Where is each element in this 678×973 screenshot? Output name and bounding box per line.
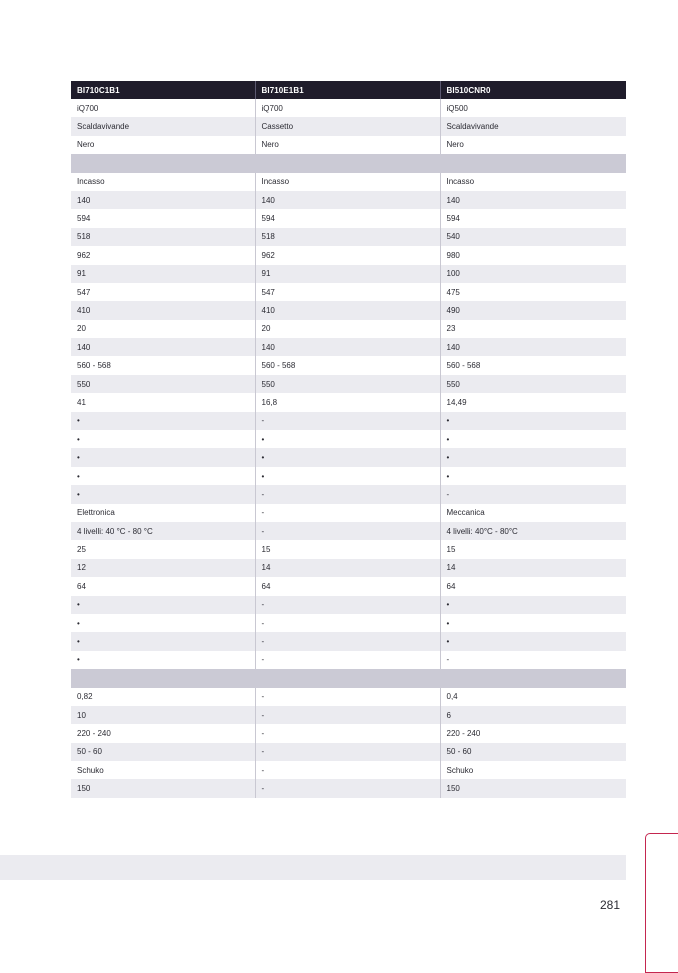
- table-row: [71, 559, 626, 577]
- table-row: [71, 540, 626, 558]
- table-row: [71, 338, 626, 356]
- table-cell: 100: [440, 265, 626, 283]
- footer-band: [0, 855, 626, 880]
- table-row: [71, 393, 626, 411]
- table-cell: 15: [255, 540, 440, 558]
- table-cell: 410: [255, 301, 440, 319]
- table-cell: 4 livelli: 40 °C - 80 °C: [71, 522, 255, 540]
- table-cell: •: [71, 448, 255, 466]
- table-cell: 0,82: [71, 688, 255, 706]
- table-cell: 91: [71, 265, 255, 283]
- table-cell: Incasso: [255, 173, 440, 191]
- column-header: BI510CNR0: [440, 81, 626, 99]
- table-cell: 547: [71, 283, 255, 301]
- page-number: 281: [599, 898, 620, 912]
- table-cell: •: [255, 430, 440, 448]
- table-cell: 150: [71, 779, 255, 797]
- table-cell: 0,4: [440, 688, 626, 706]
- table-row: [71, 209, 626, 227]
- table-cell: 140: [71, 338, 255, 356]
- table-row: [71, 761, 626, 779]
- table-cell: 6: [440, 706, 626, 724]
- table-cell: Cassetto: [255, 117, 440, 135]
- table-cell: -: [255, 724, 440, 742]
- table-row: [71, 632, 626, 650]
- table-cell: •: [71, 412, 255, 430]
- column-header: BI710E1B1: [255, 81, 440, 99]
- table-cell: 560 - 568: [255, 356, 440, 374]
- table-row: [71, 688, 626, 706]
- table-cell: 41: [71, 393, 255, 411]
- table-cell: 64: [255, 577, 440, 595]
- table-cell: iQ700: [255, 99, 440, 117]
- table-cell: 980: [440, 246, 626, 264]
- table-row: [71, 430, 626, 448]
- table-cell: •: [440, 448, 626, 466]
- section-divider-row: [71, 154, 626, 172]
- table-cell: 140: [255, 191, 440, 209]
- table-cell: •: [71, 614, 255, 632]
- table-cell: Nero: [71, 136, 255, 154]
- table-cell: 140: [440, 191, 626, 209]
- table-cell: -: [255, 504, 440, 522]
- table-cell: Scaldavivande: [71, 117, 255, 135]
- table-row: [71, 283, 626, 301]
- table-row: [71, 448, 626, 466]
- table-cell: 518: [255, 228, 440, 246]
- table-cell: -: [255, 706, 440, 724]
- table-cell: •: [440, 467, 626, 485]
- column-header: BI710C1B1: [71, 81, 255, 99]
- table-cell: 14,49: [440, 393, 626, 411]
- table-cell: •: [71, 632, 255, 650]
- table-cell: 91: [255, 265, 440, 283]
- table-cell: Nero: [440, 136, 626, 154]
- table-cell: Schuko: [71, 761, 255, 779]
- table-cell: 20: [71, 320, 255, 338]
- table-cell: -: [440, 651, 626, 669]
- table-cell: Nero: [255, 136, 440, 154]
- table-cell: Schuko: [440, 761, 626, 779]
- table-cell: 14: [440, 559, 626, 577]
- table-row: [71, 301, 626, 319]
- table-cell: -: [255, 596, 440, 614]
- table-cell: •: [255, 448, 440, 466]
- page-tab-marker: [645, 833, 678, 973]
- table-cell: •: [440, 632, 626, 650]
- table-cell: 14: [255, 559, 440, 577]
- table-row: [71, 504, 626, 522]
- table-cell: 10: [71, 706, 255, 724]
- table-row: [71, 191, 626, 209]
- table-row: [71, 743, 626, 761]
- section-divider: [71, 669, 626, 687]
- table-cell: •: [71, 430, 255, 448]
- table-cell: Elettronica: [71, 504, 255, 522]
- table-cell: 547: [255, 283, 440, 301]
- table-cell: -: [440, 485, 626, 503]
- table-cell: •: [71, 467, 255, 485]
- table-cell: -: [255, 651, 440, 669]
- table-cell: -: [255, 632, 440, 650]
- table-row: [71, 467, 626, 485]
- table-cell: -: [255, 743, 440, 761]
- table-row: [71, 596, 626, 614]
- table-cell: 16,8: [255, 393, 440, 411]
- table-cell: •: [440, 430, 626, 448]
- table-cell: 560 - 568: [440, 356, 626, 374]
- table-cell: •: [71, 651, 255, 669]
- table-cell: 4 livelli: 40°C - 80°C: [440, 522, 626, 540]
- table-cell: 50 - 60: [71, 743, 255, 761]
- spec-table: [71, 81, 626, 798]
- table-cell: •: [71, 596, 255, 614]
- table-cell: 220 - 240: [71, 724, 255, 742]
- table-row: [71, 779, 626, 797]
- table-cell: 594: [440, 209, 626, 227]
- table-cell: -: [255, 522, 440, 540]
- table-cell: Incasso: [440, 173, 626, 191]
- table-cell: Scaldavivande: [440, 117, 626, 135]
- table-cell: iQ500: [440, 99, 626, 117]
- table-cell: 962: [71, 246, 255, 264]
- table-row: [71, 320, 626, 338]
- table-cell: 410: [71, 301, 255, 319]
- table-row: [71, 522, 626, 540]
- table-row: [71, 246, 626, 264]
- table-cell: •: [71, 485, 255, 503]
- table-cell: 20: [255, 320, 440, 338]
- table-row: [71, 485, 626, 503]
- table-row: [71, 356, 626, 374]
- table-cell: -: [255, 412, 440, 430]
- table-row: [71, 136, 626, 154]
- table-cell: 490: [440, 301, 626, 319]
- table-cell: 150: [440, 779, 626, 797]
- table-row: [71, 117, 626, 135]
- table-cell: 15: [440, 540, 626, 558]
- table-cell: 550: [440, 375, 626, 393]
- table-row: [71, 99, 626, 117]
- table-cell: 140: [255, 338, 440, 356]
- table-cell: Incasso: [71, 173, 255, 191]
- table-cell: 594: [255, 209, 440, 227]
- table-cell: Meccanica: [440, 504, 626, 522]
- table-cell: -: [255, 779, 440, 797]
- table-cell: 25: [71, 540, 255, 558]
- table-cell: •: [255, 467, 440, 485]
- table-cell: 540: [440, 228, 626, 246]
- table-cell: -: [255, 761, 440, 779]
- table-row: [71, 577, 626, 595]
- table-cell: 12: [71, 559, 255, 577]
- table-cell: 64: [440, 577, 626, 595]
- section-divider: [71, 154, 626, 172]
- table-row: [71, 412, 626, 430]
- table-cell: 475: [440, 283, 626, 301]
- table-cell: 220 - 240: [440, 724, 626, 742]
- table-cell: •: [440, 614, 626, 632]
- table-cell: 50 - 60: [440, 743, 626, 761]
- table-cell: iQ700: [71, 99, 255, 117]
- table-cell: -: [255, 485, 440, 503]
- table-row: [71, 724, 626, 742]
- table-cell: 560 - 568: [71, 356, 255, 374]
- section-divider-row: [71, 669, 626, 687]
- table-row: [71, 706, 626, 724]
- table-cell: 140: [440, 338, 626, 356]
- table-cell: 64: [71, 577, 255, 595]
- table-cell: -: [255, 614, 440, 632]
- table-row: [71, 228, 626, 246]
- table-cell: 140: [71, 191, 255, 209]
- table-row: [71, 173, 626, 191]
- table-header-row: [71, 81, 626, 99]
- table-body: [71, 99, 626, 798]
- table-cell: •: [440, 596, 626, 614]
- table-cell: -: [255, 688, 440, 706]
- table-row: [71, 614, 626, 632]
- table-cell: 962: [255, 246, 440, 264]
- table-row: [71, 651, 626, 669]
- table-row: [71, 265, 626, 283]
- table-cell: 594: [71, 209, 255, 227]
- table-cell: 550: [71, 375, 255, 393]
- table-cell: 550: [255, 375, 440, 393]
- table-cell: 518: [71, 228, 255, 246]
- table-cell: •: [440, 412, 626, 430]
- table-cell: 23: [440, 320, 626, 338]
- table-row: [71, 375, 626, 393]
